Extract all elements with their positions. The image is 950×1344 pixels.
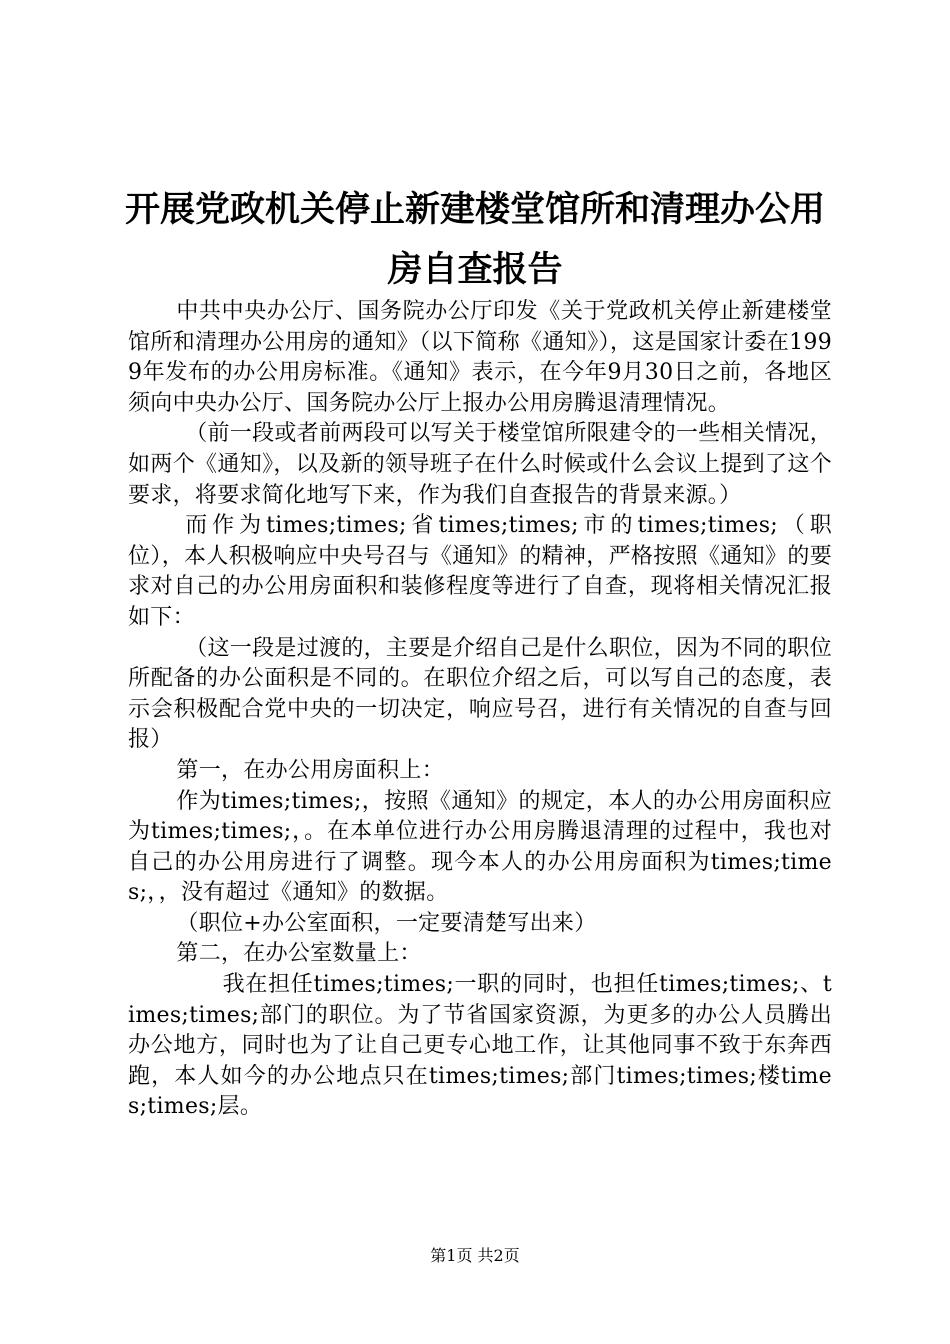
paragraph-background-note: （前一段或者前两段可以写关于楼堂馆所限建令的一些相关情况，如两个《通知》，以及新的领导班子在什么时候或什么会议上提到了这个要求，将要求简化地写下来，作为我们自查报告的背景来源。） (128, 421, 832, 508)
section-heading-area: 第一，在办公用房面积上： (176, 757, 444, 783)
document-title-line-2: 房自查报告 (387, 250, 563, 290)
paragraph-area-note: （职位+办公室面积，一定要清楚写出来） (176, 910, 597, 936)
paragraph-area: 作为times;times;，按照《通知》的规定，本人的办公用房面积应为times;times;，。在本单位进行办公用房腾退清理的过程中，我也对自己的办公用房进行了调整。现今本人的办公用房面积为times;times;，，没有超过《通知》的数据。 (128, 788, 832, 906)
paragraph-intro: 中共中央办公厅、国务院办公厅印发《关于党政机关停止新建楼堂馆所和清理办公用房的通知》（以下简称《通知》），这是国家计委在1999年发布的办公用房标准。《通知》表示，在今年9月30日之前，各地区须向中央办公厅、国务院办公厅上报办公用房腾退清理情况。 (128, 299, 832, 416)
paragraph-transition-note: （这一段是过渡的，主要是介绍自己是什么职位，因为不同的职位所配备的办公面积是不同的。在职位介绍之后，可以写自己的态度，表示会积极配合党中央的一切决定，响应号召，进行有关情况的自查与回报） (128, 635, 832, 753)
document-body (128, 297, 832, 1123)
paragraph-office-count: 我在担任times;times;一职的同时，也担任times;times;、times;times;部门的职位。为了节省国家资源，为更多的办公人员腾出办公地方，同时也为了让自己更专心地工作，让其他同事不致于东奔西跑，本人如今的办公地点只在times;times;部门times;times;楼times;times;层。 (128, 972, 832, 1120)
page-footer: 第1页 共2页 (430, 1246, 520, 1265)
paragraph-position: 而作为times;times;省times;times;市的times;times;（职位），本人积极响应中央号召与《通知》的精神，严格按照《通知》的要求对自己的办公用房面积和装修程度等进行了自查，现将相关情况汇报如下： (128, 513, 832, 630)
section-heading-office-count: 第二，在办公室数量上： (176, 941, 422, 967)
document-title-line-1: 开展党政机关停止新建楼堂馆所和清理办公用 (124, 190, 825, 230)
